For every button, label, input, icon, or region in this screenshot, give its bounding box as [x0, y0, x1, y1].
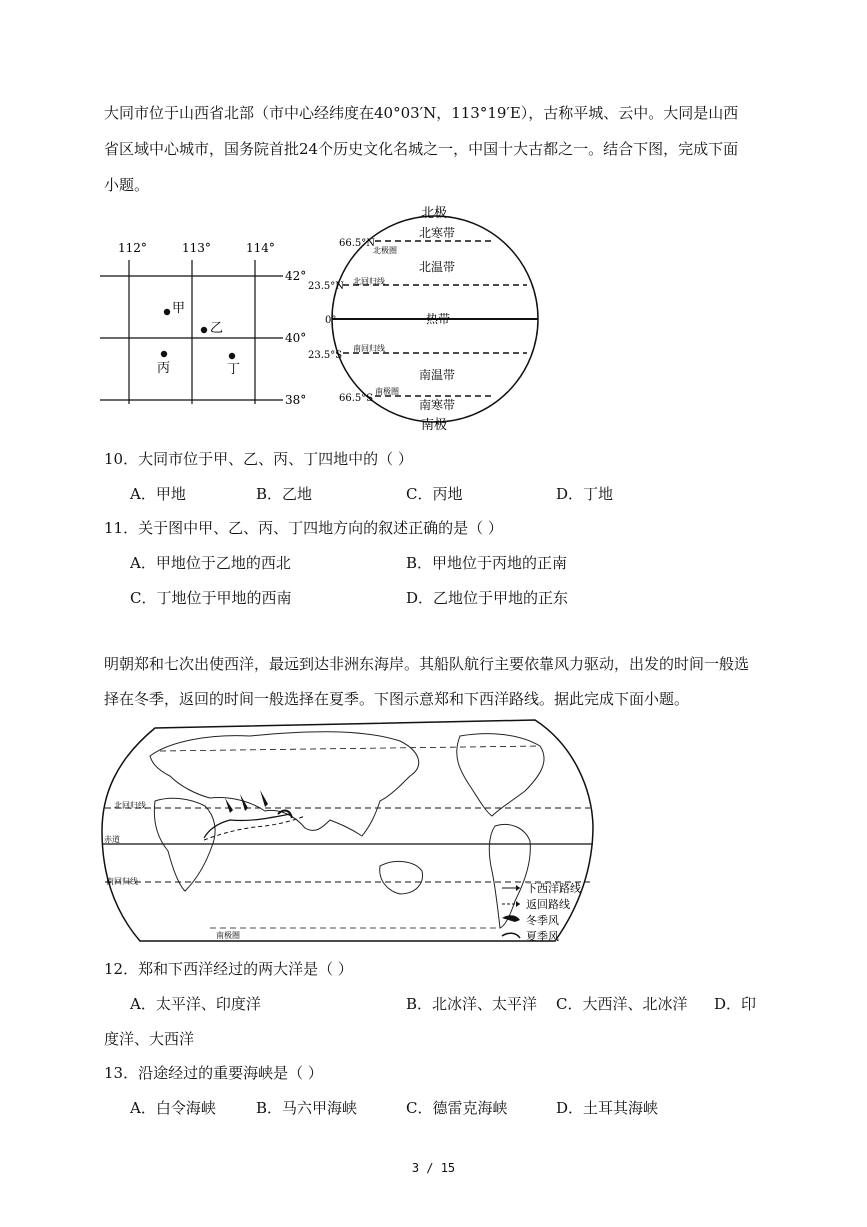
q10-stem: 10．大同市位于甲、乙、丙、丁四地中的（ ）	[104, 450, 413, 468]
point-ding-dot	[229, 353, 235, 359]
lon-label-112: 112°	[118, 241, 147, 255]
point-yi-dot	[201, 327, 207, 333]
point-jia-dot	[164, 309, 170, 315]
africa-outline	[154, 798, 215, 891]
lat-label-66s: 66.5°S	[339, 393, 374, 404]
lon-label-113: 113°	[182, 241, 211, 255]
q11-stem: 11．关于图中甲、乙、丙、丁四地方向的叙述正确的是（ ）	[104, 519, 503, 537]
passage1-line-2: 省区域中心城市，国务院首批24个历史文化名城之一，中国十大古都之一。结合下图，完成下面	[104, 140, 739, 158]
q12-option-a[interactable]: A．太平洋、印度洋	[130, 995, 261, 1013]
lat-label-23s: 23.5°S	[308, 350, 343, 361]
tropic-capricorn-label: 南回归线	[353, 344, 385, 353]
zone-north-temperate: 北温带	[419, 260, 456, 274]
legend-summer-monsoon: 夏季风	[526, 930, 559, 943]
passage1-line-3: 小题。	[104, 176, 150, 194]
tropic-cancer-label: 北回归线	[353, 277, 385, 286]
zone-south-temperate: 南温带	[419, 368, 456, 382]
north-pole-label: 北极	[421, 206, 448, 221]
legend-winter-monsoon: 冬季风	[526, 914, 559, 927]
lon-label-114: 114°	[246, 241, 275, 255]
legend-return-route: 返回路线	[526, 898, 570, 911]
q11-option-b[interactable]: B．甲地位于丙地的正南	[406, 554, 568, 572]
q13-option-a[interactable]: A．白令海峡	[130, 1099, 216, 1117]
australia-outline	[380, 861, 423, 894]
legend-voyage-route: 下西洋路线	[526, 882, 581, 895]
q12-option-d[interactable]: D．印	[714, 995, 757, 1013]
passage1-line-1: 大同市位于山西省北部（市中心经纬度在40°03′N，113°19′E），古称平城、云中。大同是山西	[104, 104, 739, 122]
lat-label-23n: 23.5°N	[308, 281, 345, 292]
point-yi-label: 乙	[210, 321, 224, 336]
q12-option-b[interactable]: B．北冰洋、太平洋	[406, 995, 538, 1013]
q11-option-d[interactable]: D．乙地位于甲地的正东	[406, 589, 569, 607]
q10-option-b[interactable]: B．乙地	[256, 485, 313, 503]
world-map-legend	[498, 878, 618, 948]
q10-option-c[interactable]: C．丙地	[406, 485, 463, 503]
lat-label-42: 42°	[285, 269, 307, 283]
passage2-line-1: 明朝郑和七次出使西洋，最远到达非洲东海岸。其船队航行主要依靠风力驱动，出发的时间一般选	[104, 655, 750, 673]
q11-option-a[interactable]: A．甲地位于乙地的西北	[130, 554, 291, 572]
equator-map-label: 赤道	[104, 835, 120, 844]
zone-south-frigid: 南寒带	[419, 398, 456, 412]
q13-option-b[interactable]: B．马六甲海峡	[256, 1099, 358, 1117]
latlon-grid-map	[100, 232, 315, 412]
lat-label-40: 40°	[285, 331, 307, 345]
south-pole-label: 南极	[421, 418, 448, 433]
point-jia-label: 甲	[172, 301, 186, 316]
tropic-cancer-map-label: 北回归线	[114, 801, 146, 810]
point-bing-dot	[161, 351, 167, 357]
temperature-zone-globe	[305, 203, 545, 435]
point-bing-label: 丙	[157, 361, 171, 376]
q10-option-a[interactable]: A．甲地	[130, 485, 186, 503]
q12-option-c[interactable]: C．大西洋、北冰洋	[556, 995, 688, 1013]
voyage-route	[204, 814, 290, 838]
europe-asia-outline	[150, 732, 419, 836]
q13-option-c[interactable]: C．德雷克海峡	[406, 1099, 508, 1117]
passage2-line-2: 择在冬季，返回的时间一般选择在夏季。下图示意郑和下西洋路线。据此完成下面小题。	[104, 690, 690, 708]
lat-label-66n: 66.5°N	[339, 238, 376, 249]
arctic-circle-label: 北极圈	[373, 246, 397, 255]
zone-tropical: 热带	[426, 312, 451, 326]
q12-stem: 12．郑和下西洋经过的两大洋是（ ）	[104, 960, 353, 978]
q12-option-d-continued: 度洋、大西洋	[104, 1030, 195, 1048]
q13-stem: 13．沿途经过的重要海峡是（ ）	[104, 1064, 323, 1082]
point-ding-label: 丁	[227, 362, 241, 377]
lat-label-0: 0°	[325, 315, 337, 326]
antarctic-circle-label: 南极圈	[375, 387, 399, 396]
summer-monsoon-arrow	[278, 811, 292, 818]
antarctic-circle-map-label: 南极圈	[216, 931, 240, 940]
q11-option-c[interactable]: C．丁地位于甲地的西南	[130, 589, 292, 607]
lat-label-38: 38°	[285, 393, 307, 407]
tropic-capricorn-map-label: 南回归线	[106, 877, 138, 886]
q13-option-d[interactable]: D．土耳其海峡	[556, 1099, 659, 1117]
q10-option-d[interactable]: D．丁地	[556, 485, 614, 503]
zone-north-frigid: 北寒带	[419, 226, 456, 240]
page-number: 3 / 15	[411, 1161, 456, 1175]
